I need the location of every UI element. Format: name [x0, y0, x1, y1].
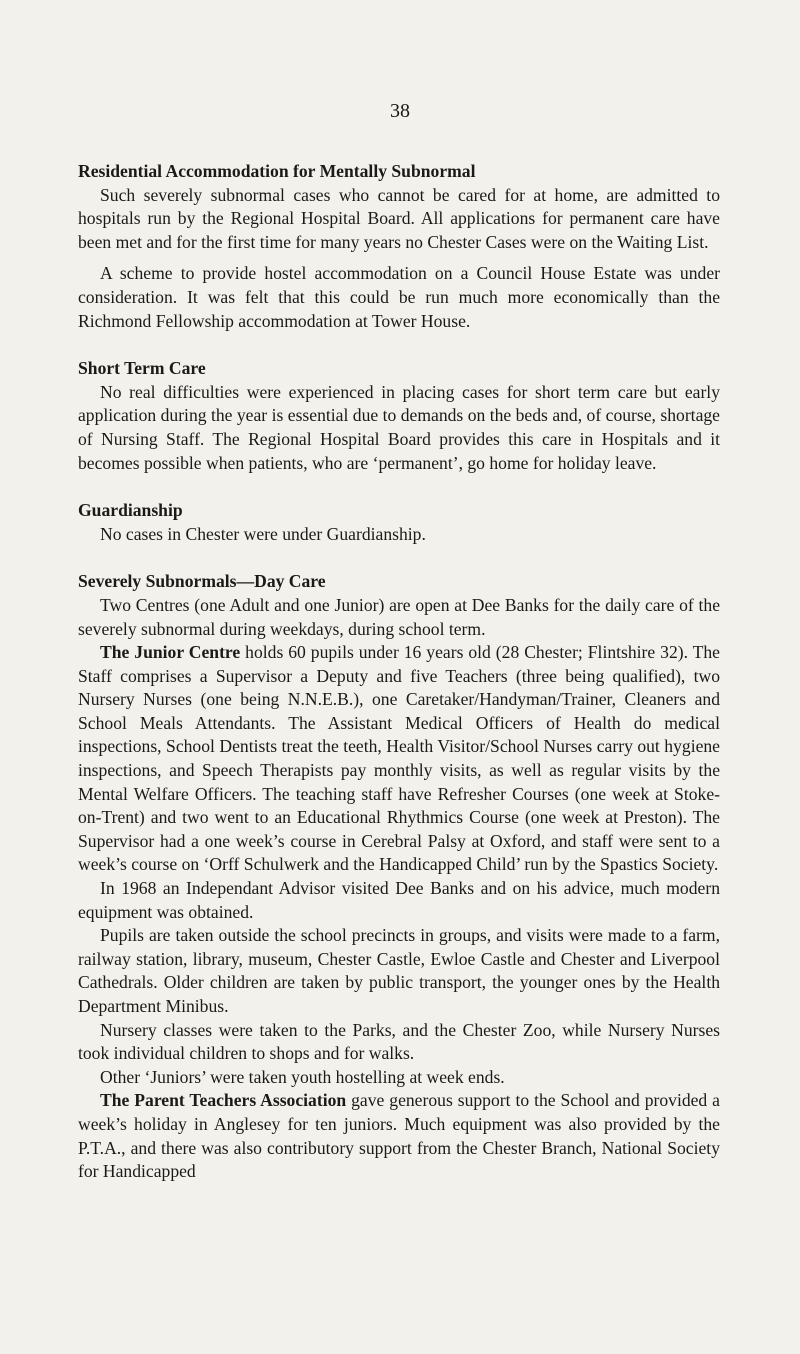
- section-heading-day-care: Severely Subnormals—Day Care: [78, 571, 326, 592]
- junior-centre-text: holds 60 pupils under 16 years old (28 Chester; Flintshire 32). The Staff comprises a Supervisor a Deputy and five Teachers (three being qualified), two Nursery Nurses (one being N.N.E.B.), one Caretaker/Handyman/Trainer, Cleaners and School Meals Attendants. The Assistant Medical Officers of Health do medical inspections, School Dentists treat the teeth, Health Visitor/School Nurses carry out hygiene inspections, and Speech Therapists pay monthly visits, as well as regular visits by the Mental Welfare Officers. The teaching staff have Refresher Courses (one week at Stoke-on-Trent) and two went to an Educational Rhythmics Course (one week at Preston). The Supervisor had a one week’s course in Cerebral Palsy at Oxford, and staff were sent to a week’s course on ‘Orff Schulwerk and the Handicapped Child’ run by the Spastics Society.: [78, 642, 720, 875]
- section-heading-short-term: Short Term Care: [78, 358, 206, 379]
- page-content: [78, 160, 720, 1184]
- day-care-paragraph-6: Other ‘Juniors’ were taken youth hostelling at week ends.: [100, 1066, 505, 1087]
- day-care-paragraph-7: [78, 1089, 720, 1183]
- day-care-paragraph-2: [78, 641, 720, 877]
- section-heading-guardianship: Guardianship: [78, 500, 183, 521]
- guardianship-paragraph-1: No cases in Chester were under Guardianship.: [100, 523, 426, 544]
- junior-centre-lead: The Junior Centre: [100, 642, 241, 663]
- day-care-paragraph-1: Two Centres (one Adult and one Junior) are open at Dee Banks for the daily care of the severely subnormal during weekdays, during school term.: [78, 594, 720, 639]
- section-heading-residential: Residential Accommodation for Mentally Subnormal: [78, 161, 476, 181]
- pta-lead: The Parent Teachers Association: [100, 1090, 347, 1111]
- residential-paragraph-1: Such severely subnormal cases who cannot be cared for at home, are admitted to hospitals run by the Regional Hospital Board. All applications for permanent care have been met and for the first time for many years no Chester Cases were on the Waiting List.: [78, 184, 720, 252]
- residential-paragraph-2: A scheme to provide hostel accommodation on a Council House Estate was under consideration. It was felt that this could be run much more economically than the Richmond Fellowship accommodation at Tower House.: [78, 263, 720, 331]
- day-care-paragraph-4: Pupils are taken outside the school precincts in groups, and visits were made to a farm, railway station, library, museum, Chester Castle, Ewloe Castle and Chester and Liverpool Cathedrals. Older children are taken by public transport, the younger ones by the Health Department Minibus.: [78, 925, 720, 1016]
- day-care-paragraph-3: In 1968 an Independant Advisor visited Dee Banks and on his advice, much modern equipment was obtained.: [78, 878, 720, 922]
- pta-text: gave generous support to the School and provided a week’s holiday in Anglesey for ten juniors. Much equipment was also provided by the P.T.A., and there was also contributory support from the Chester Branch, National Society for Handicapped: [78, 1090, 720, 1182]
- day-care-paragraph-5: Nursery classes were taken to the Parks, and the Chester Zoo, while Nursery Nurses took individual children to shops and for walks.: [78, 1019, 720, 1064]
- page-number: 38: [390, 100, 410, 122]
- short-term-paragraph-1: No real difficulties were experienced in placing cases for short term care but early application during the year is essential due to demands on the beds and, of course, shortage of Nursing Staff. The Regional Hospital Board provides this care in Hospitals and it becomes possible when patients, who are ‘permanent’, go home for holiday leave.: [78, 381, 720, 473]
